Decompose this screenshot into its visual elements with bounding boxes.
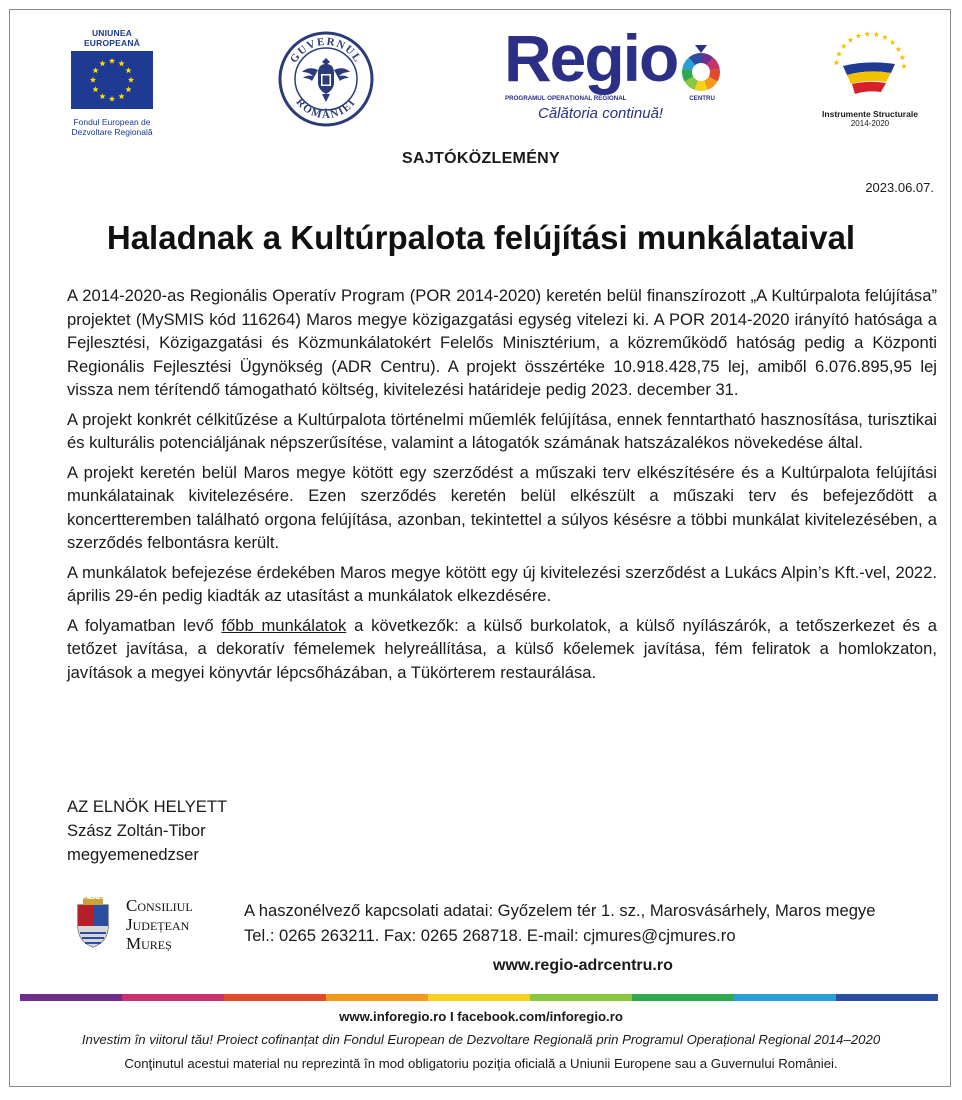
beneficiary-contact bbox=[244, 898, 875, 948]
regio-wordmark: Regio bbox=[504, 21, 678, 95]
signature-role: AZ ELNÖK HELYETT bbox=[67, 797, 228, 816]
article-body bbox=[67, 284, 937, 690]
contact-phone-email: Tel.: 0265 263211. Fax: 0265 268718. E-mail: cjmures@cjmures.ro bbox=[244, 926, 736, 945]
stripe-segment bbox=[530, 994, 632, 1001]
structural-instruments-icon bbox=[825, 22, 915, 102]
structural-star-icon bbox=[864, 31, 870, 37]
paragraph-3: A projekt keretén belül Maros megye kötött egy szerződést a műszaki terv elkészítésére és a Kultúrpalota felújítási munkálatainak kivitelezésére. Ezen szerződés keretén belül elkészült a műszaki terv és befejeződött a koncertteremben található orgona felújítása, azonban, tekintettel a súlyos késésre a többi munkálat kivitelezésében, a szerződés felbontásra került. bbox=[67, 462, 937, 552]
structural-star-icon bbox=[873, 32, 879, 38]
regio-tagline: Călătoria continuă! bbox=[538, 105, 664, 122]
stripe-segment bbox=[20, 994, 122, 1001]
stripe-segment bbox=[836, 994, 938, 1001]
structural-star-icon bbox=[856, 33, 862, 39]
signature-title: megyemenedzser bbox=[67, 845, 199, 864]
council-name-line3: Mureș bbox=[126, 934, 172, 953]
stripe-segment bbox=[734, 994, 836, 1001]
government-seal-icon bbox=[277, 30, 375, 128]
eu-fund-name bbox=[64, 117, 160, 137]
footer-links[interactable]: www.inforegio.ro I facebook.com/inforegio.ro bbox=[339, 1009, 623, 1024]
main-works-underlined: főbb munkálatok bbox=[221, 615, 347, 635]
contact-address: A haszonélvező kapcsolati adatai: Győzelem tér 1. sz., Marosvásárhely, Maros megye bbox=[244, 901, 876, 920]
regio-program-name bbox=[505, 95, 715, 102]
government-seal bbox=[277, 30, 375, 128]
regio-logo bbox=[500, 21, 728, 128]
structural-star-icon bbox=[841, 43, 847, 49]
document-date: 2023.06.07. bbox=[865, 180, 934, 195]
structural-star-icon bbox=[833, 60, 839, 66]
regio-website-link[interactable]: www.regio-adrcentru.ro bbox=[493, 957, 673, 974]
eu-flag-icon bbox=[71, 51, 153, 109]
structural-instruments-logo bbox=[815, 22, 925, 128]
footer-cofinance-note: Investim în viitorul tău! Proiect cofinanțat din Fondul European de Dezvoltare Regională prin Programul Operațional Regional 2014–2020 bbox=[81, 1032, 881, 1047]
stripe-segment bbox=[122, 994, 224, 1001]
paragraph-1: A 2014-2020-as Regionális Operatív Program (POR 2014-2020) keretén belül finanszírozott „A Kultúrpalota felújítása” projektet (MySMIS kód 116264) Maros megye közigazgatási egység vitelezi ki. A POR 2014-2020 irányító hatósága a Fejlesztési, Közigazgatási és Közmunkálatokért Felelős Minisztérium, a közreműködő hatóság pedig a Központi Regionális Fejlesztési Ügynökség (ADR Centru). A projekt összértéke 10.918.428,75 lej, amiből 6.076.895,95 lej vissza nem térítendő támogatható költség, kivitelezési határideje pedig 2023. december 31. bbox=[67, 286, 937, 399]
rainbow-stripe bbox=[20, 994, 938, 1001]
structural-star-icon bbox=[901, 63, 907, 69]
signature-name: Szász Zoltán-Tibor bbox=[67, 821, 206, 840]
document-kind: SAJTÓKÖZLEMÉNY bbox=[402, 150, 560, 167]
structural-star-icon bbox=[895, 46, 901, 52]
stripe-segment bbox=[224, 994, 326, 1001]
signature-block bbox=[67, 795, 227, 867]
structural-star-icon bbox=[899, 54, 905, 60]
council-name-line1: Consiliul bbox=[126, 896, 193, 915]
stripe-segment bbox=[326, 994, 428, 1001]
footer-disclaimer: Conţinutul acestui material nu reprezintă în mod obligatoriu poziţia oficială a Uniunii Europene sau a Guvernului României. bbox=[124, 1056, 838, 1071]
structural-instruments-label: Instrumente Structurale bbox=[822, 109, 918, 119]
seal-text-top: GUVERNUL bbox=[287, 35, 365, 66]
county-council-name bbox=[126, 896, 193, 953]
stripe-segment bbox=[632, 994, 734, 1001]
structural-instruments-years: 2014-2020 bbox=[850, 119, 890, 128]
stripe-segment bbox=[428, 994, 530, 1001]
eu-logo-title: UNIUNEA EUROPEANĂ bbox=[83, 28, 141, 48]
paragraph-4: A munkálatok befejezése érdekében Maros megye kötött egy új kivitelezési szerződést a Lukács Alpin’s Kft.-vel, 2022. április 29-én pedig kiadták az utasítást a munkálatok elkezdésére. bbox=[67, 562, 937, 605]
paragraph-2: A projekt konkrét célkitűzése a Kultúrpalota történelmi műemlék felújítása, ennek fenntartható hasznosítása, turisztikai és kulturális potenciáljának népszerűsítése, valamint a látogatók számának hatszázalékos növekedése által. bbox=[67, 409, 937, 452]
regio-program-right: CENTRU bbox=[689, 95, 715, 102]
seal-text-bottom: ROMÂNIEI bbox=[293, 96, 359, 122]
structural-star-icon bbox=[882, 34, 888, 40]
paragraph-5-start: A folyamatban levő bbox=[67, 615, 222, 635]
structural-star-icon bbox=[890, 39, 896, 45]
structural-star-icon bbox=[836, 51, 842, 57]
page-title: Haladnak a Kultúrpalota felújítási munkálataival bbox=[106, 219, 856, 256]
regio-program-left: PROGRAMUL OPERAȚIONAL REGIONAL bbox=[505, 95, 627, 102]
paragraph-5 bbox=[67, 614, 937, 685]
eu-logo bbox=[64, 28, 160, 137]
regio-ring-icon bbox=[679, 42, 723, 94]
paragraph-5-end: a következők: a külső burkolatok, a külső nyílászárók, a tetőszerkezet és a tetőzet javítása, a dekoratív fémelemek helyreállítása, a külső kőelemek javítása, fém feliratok a homlokzaton, javítások a megyei könyvtár lépcsőházában, a Tükörterem restaurálása. bbox=[67, 615, 937, 682]
structural-star-icon bbox=[848, 37, 854, 43]
council-name-line2: Județean bbox=[126, 915, 190, 934]
eu-fund-line2: Dezvoltare Regională bbox=[71, 127, 153, 137]
mures-crest-icon bbox=[70, 897, 116, 949]
eu-fund-line1: Fondul European de bbox=[73, 117, 151, 127]
